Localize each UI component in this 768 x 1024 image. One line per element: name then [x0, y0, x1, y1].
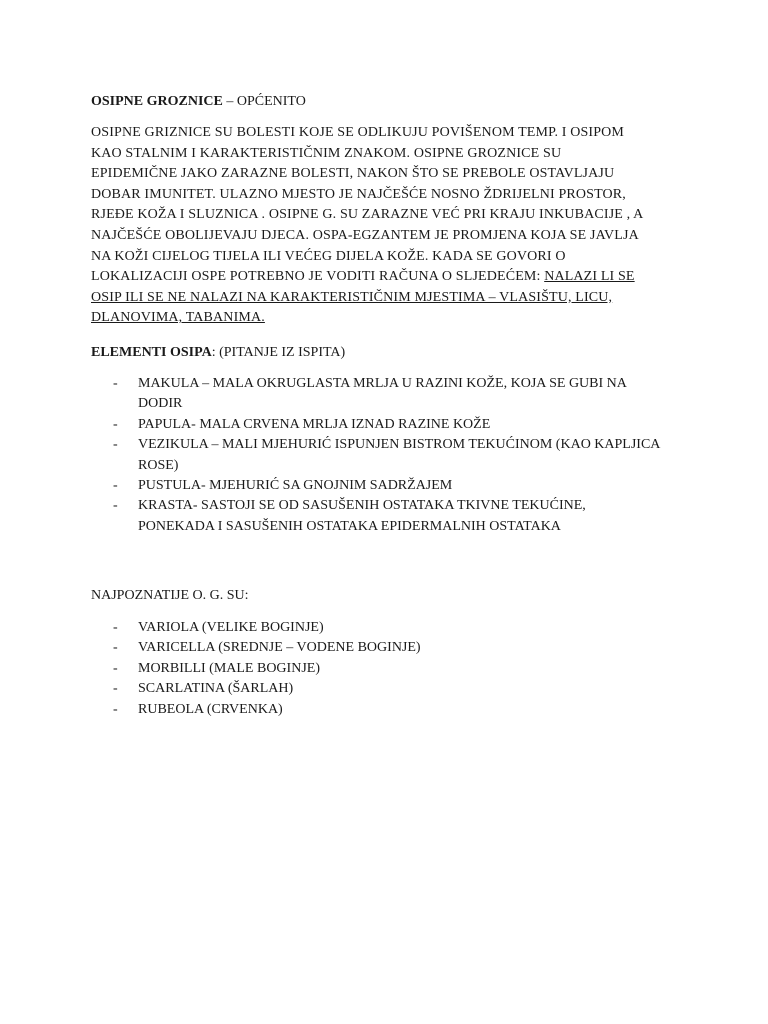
dash-bullet: -: [113, 437, 118, 453]
title-bold: OSIPNE GROZNICE: [91, 94, 223, 109]
list-item: [91, 618, 661, 638]
dash-bullet: -: [113, 620, 118, 635]
dash-bullet: -: [113, 640, 118, 656]
list-item: [91, 679, 661, 699]
list-item: [91, 415, 661, 435]
dash-bullet: -: [113, 660, 118, 676]
list-item-text: KRASTA- SASTOJI SE OD SASUŠENIH OSTATAKA TKIVNE TEKUĆINE, PONEKADA I SASUŠENIH OSTATAKA EPIDERMALNIH OSTATAKA: [138, 498, 586, 534]
document-title: [91, 93, 306, 111]
elements-heading: [91, 344, 345, 362]
list-item-text: PUSTULA- MJEHURIĆ SA GNOJNIM SADRŽAJEM: [138, 478, 453, 494]
dash-bullet: -: [113, 498, 118, 514]
diseases-list: [91, 618, 661, 720]
dash-bullet: -: [113, 681, 118, 697]
elements-heading-bold: ELEMENTI OSIPA: [91, 345, 212, 360]
list-item: [91, 476, 661, 496]
dash-bullet: -: [113, 701, 118, 717]
diseases-heading: NAJPOZNATIJE O. G. SU:: [91, 588, 249, 603]
list-item: [91, 435, 661, 476]
list-item: [91, 374, 661, 415]
list-item-text: MORBILLI (MALE BOGINJE): [138, 660, 320, 676]
dash-bullet: -: [113, 416, 118, 432]
list-item: [91, 496, 661, 537]
list-item-text: SCARLATINA (ŠARLAH): [138, 681, 294, 697]
elements-heading-rest: : (PITANJE IZ ISPITA): [211, 345, 346, 360]
list-item-text: RUBEOLA (CRVENKA): [138, 701, 283, 717]
list-item: [91, 700, 661, 720]
intro-text: OSIPNE GRIZNICE SU BOLESTI KOJE SE ODLIKUJU POVIŠENOM TEMP. I OSIPOM KAO STALNIM I KARAKTERISTIČNIM ZNAKOM. OSIPNE GROZNICE SU EPIDEMIČNE JAKO ZARAZNE BOLESTI, NAKON ŠTO SE PREBOLE OSTAVLJAJU DOBAR IMUNITET. ULAZNO MJESTO JE NAJČEŠĆE NOSNO ŽDRIJELNI PROSTOR, RJEĐE KOŽA I SLUZNICA . OSIPNE G. SU ZARAZNE VEĆ PRI KRAJU INKUBACIJE , A NAJČEŠĆE OBOLIJEVAJU DJECA. OSPA-EGZANTEM JE PROMJENA KOJA SE JAVLJA NA KOŽI CIJELOG TIJELA ILI VEĆEG DIJELA KOŽE. KADA SE GOVORI O LOKALIZACIJI OSPE POTREBNO JE VODITI RAČUNA O SLJEDEĆEM:: [91, 125, 643, 285]
list-item-text: PAPULA- MALA CRVENA MRLJA IZNAD RAZINE KOŽE: [138, 416, 491, 432]
intro-underlined-text: NALAZI LI SE OSIP ILI SE NE NALAZI NA KARAKTERISTIČNIM MJESTIMA – VLASIŠTU, LICU, DLANOVIMA, TABANIMA.: [91, 269, 635, 326]
list-item: [91, 659, 661, 679]
list-item-text: VARIOLA (VELIKE BOGINJE): [138, 620, 324, 635]
list-item-text: VEZIKULA – MALI MJEHURIĆ ISPUNJEN BISTROM TEKUĆINOM (KAO KAPLJICA ROSE): [138, 437, 660, 473]
dash-bullet: -: [113, 478, 118, 494]
title-rest: – OPĆENITO: [222, 94, 306, 109]
elements-list: [91, 374, 661, 537]
dash-bullet: -: [113, 376, 118, 391]
list-item-text: MAKULA – MALA OKRUGLASTA MRLJA U RAZINI KOŽE, KOJA SE GUBI NA DODIR: [138, 376, 627, 412]
list-item: [91, 638, 661, 658]
list-item-text: VARICELLA (SREDNJE – VODENE BOGINJE): [138, 640, 421, 656]
intro-paragraph: [91, 123, 651, 329]
